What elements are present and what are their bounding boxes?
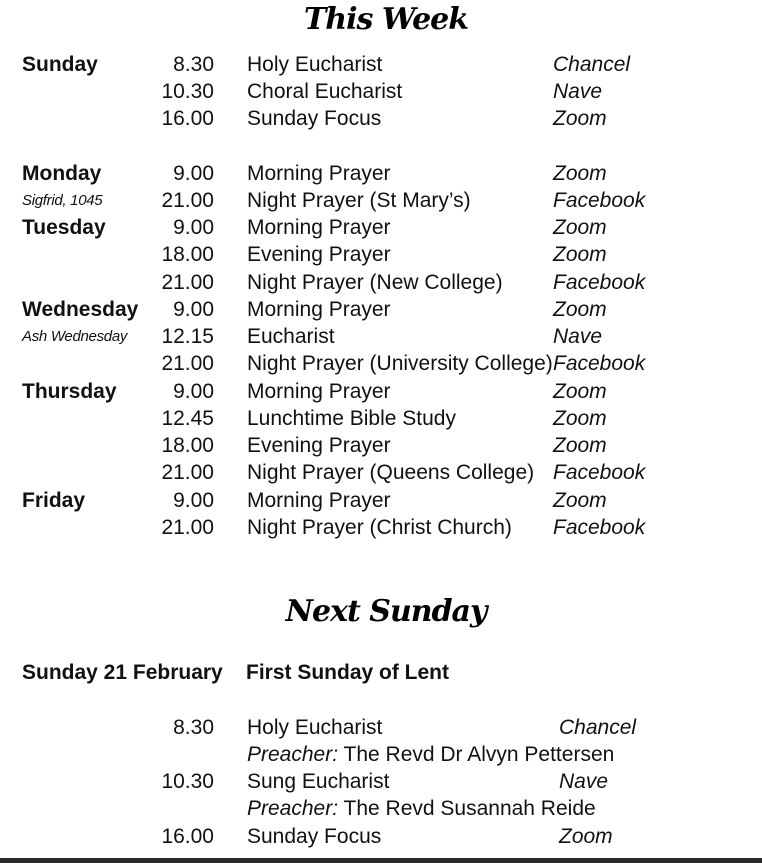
bottom-divider bbox=[0, 858, 762, 863]
service-location: Facebook bbox=[553, 516, 646, 539]
service-location: Facebook bbox=[553, 352, 646, 375]
service-location: Zoom bbox=[553, 298, 607, 321]
service-time: 9.00 bbox=[173, 298, 214, 321]
service-name: Evening Prayer bbox=[247, 434, 391, 457]
service-time: 16.00 bbox=[161, 825, 214, 848]
service-name: Morning Prayer bbox=[247, 216, 391, 239]
service-location: Zoom bbox=[553, 489, 607, 512]
service-location: Chancel bbox=[553, 53, 631, 76]
schedule-row bbox=[0, 350, 762, 377]
service-time: 10.30 bbox=[161, 80, 214, 103]
day-label: Monday bbox=[22, 162, 102, 185]
service-name: Morning Prayer bbox=[247, 380, 391, 403]
schedule-row bbox=[0, 105, 762, 132]
preacher-label: Preacher: bbox=[247, 797, 339, 820]
schedule-row bbox=[0, 187, 762, 214]
service-time: 9.00 bbox=[173, 216, 214, 239]
service-location: Zoom bbox=[559, 825, 613, 848]
service-time: 18.00 bbox=[161, 243, 214, 266]
service-name: Morning Prayer bbox=[247, 162, 391, 185]
schedule-row bbox=[0, 241, 762, 268]
day-label: Thursday bbox=[22, 380, 117, 403]
service-time: 21.00 bbox=[161, 461, 214, 484]
service-time: 8.30 bbox=[173, 53, 214, 76]
service-location: Facebook bbox=[553, 189, 646, 212]
service-name: Choral Eucharist bbox=[247, 80, 403, 103]
service-time: 10.30 bbox=[161, 770, 214, 793]
preacher-name: The Revd Susannah Reide bbox=[343, 797, 596, 820]
service-time: 21.00 bbox=[161, 271, 214, 294]
schedule-row bbox=[0, 405, 762, 432]
service-name: Night Prayer (St Mary’s) bbox=[247, 189, 471, 212]
schedule-row bbox=[0, 214, 762, 241]
schedule-row bbox=[0, 51, 762, 78]
service-name: Night Prayer (Queens College) bbox=[247, 461, 535, 484]
preacher-label: Preacher: bbox=[247, 743, 339, 766]
service-name: Sunday Focus bbox=[247, 107, 382, 130]
this-week-heading: This Week bbox=[303, 2, 469, 37]
day-label: Sunday bbox=[22, 53, 98, 76]
service-location: Nave bbox=[553, 325, 603, 348]
preacher-line bbox=[247, 795, 596, 822]
schedule-row bbox=[0, 323, 762, 350]
preacher-row bbox=[0, 795, 762, 822]
service-time: 21.00 bbox=[161, 352, 214, 375]
service-time: 9.00 bbox=[173, 380, 214, 403]
schedule-row bbox=[0, 378, 762, 405]
service-name: Morning Prayer bbox=[247, 298, 391, 321]
service-time: 21.00 bbox=[161, 189, 214, 212]
service-location: Nave bbox=[553, 80, 603, 103]
day-label: Friday bbox=[22, 489, 86, 512]
service-location: Zoom bbox=[553, 243, 607, 266]
schedule-row bbox=[0, 459, 762, 486]
next-sunday-service-row bbox=[0, 768, 762, 795]
day-note: Sigfrid, 1045 bbox=[22, 192, 103, 209]
service-location: Zoom bbox=[553, 107, 607, 130]
service-name: Sung Eucharist bbox=[247, 770, 390, 793]
service-time: 9.00 bbox=[173, 489, 214, 512]
schedule-row bbox=[0, 487, 762, 514]
next-sunday-service-row bbox=[0, 823, 762, 850]
preacher-row bbox=[0, 741, 762, 768]
service-location: Nave bbox=[559, 770, 609, 793]
service-name: Morning Prayer bbox=[247, 489, 391, 512]
service-location: Facebook bbox=[553, 271, 646, 294]
service-time: 21.00 bbox=[161, 516, 214, 539]
service-name: Sunday Focus bbox=[247, 825, 382, 848]
service-name: Night Prayer (University College) bbox=[247, 352, 553, 375]
schedule-row bbox=[0, 432, 762, 459]
service-name: Holy Eucharist bbox=[247, 716, 383, 739]
service-name: Night Prayer (New College) bbox=[247, 271, 503, 294]
day-note: Ash Wednesday bbox=[22, 328, 128, 345]
service-time: 18.00 bbox=[161, 434, 214, 457]
schedule-row bbox=[0, 160, 762, 187]
next-sunday-date: Sunday 21 February bbox=[22, 661, 223, 684]
schedule-row bbox=[0, 269, 762, 296]
service-location: Zoom bbox=[553, 216, 607, 239]
next-sunday-header-row bbox=[0, 659, 762, 686]
day-label: Tuesday bbox=[22, 216, 106, 239]
service-name: Holy Eucharist bbox=[247, 53, 383, 76]
schedule-row bbox=[0, 514, 762, 541]
preacher-name: The Revd Dr Alvyn Pettersen bbox=[343, 743, 615, 766]
service-location: Zoom bbox=[553, 380, 607, 403]
service-location: Chancel bbox=[559, 716, 637, 739]
schedule-row bbox=[0, 296, 762, 323]
next-sunday-heading: Next Sunday bbox=[285, 594, 487, 629]
service-time: 16.00 bbox=[161, 107, 214, 130]
service-location: Zoom bbox=[553, 162, 607, 185]
service-name: Eucharist bbox=[247, 325, 335, 348]
schedule-row bbox=[0, 78, 762, 105]
preacher-line bbox=[247, 741, 614, 768]
day-label: Wednesday bbox=[22, 298, 139, 321]
service-name: Evening Prayer bbox=[247, 243, 391, 266]
service-location: Zoom bbox=[553, 434, 607, 457]
service-time: 8.30 bbox=[173, 716, 214, 739]
service-location: Zoom bbox=[553, 407, 607, 430]
service-time: 9.00 bbox=[173, 162, 214, 185]
next-sunday-service-row bbox=[0, 714, 762, 741]
service-name: Night Prayer (Christ Church) bbox=[247, 516, 512, 539]
service-name: Lunchtime Bible Study bbox=[247, 407, 456, 430]
next-sunday-occasion: First Sunday of Lent bbox=[246, 661, 450, 684]
service-time: 12.45 bbox=[161, 407, 214, 430]
service-location: Facebook bbox=[553, 461, 646, 484]
service-time: 12.15 bbox=[161, 325, 214, 348]
